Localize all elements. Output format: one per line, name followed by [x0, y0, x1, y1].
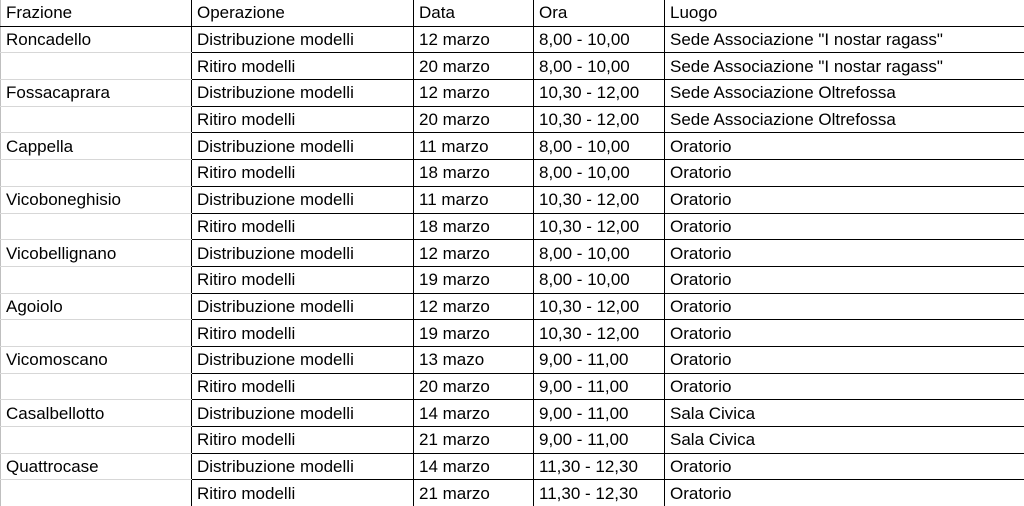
cell-operazione[interactable]: Distribuzione modelli	[192, 400, 414, 427]
cell-frazione[interactable]: Quattrocase	[1, 453, 192, 480]
cell-ora[interactable]: 9,00 - 11,00	[534, 373, 665, 400]
table-row	[1, 453, 1024, 480]
cell-operazione[interactable]: Distribuzione modelli	[192, 133, 414, 160]
cell-luogo[interactable]: Oratorio	[665, 186, 1024, 213]
cell-operazione[interactable]: Ritiro modelli	[192, 373, 414, 400]
table-row	[1, 213, 1024, 240]
cell-data[interactable]: 21 marzo	[414, 427, 534, 454]
cell-frazione[interactable]	[1, 427, 192, 454]
cell-data[interactable]: 20 marzo	[414, 373, 534, 400]
cell-frazione[interactable]	[1, 266, 192, 293]
cell-data[interactable]: 13 mazo	[414, 346, 534, 373]
cell-luogo[interactable]: Sede Associazione Oltrefossa	[665, 106, 1024, 133]
cell-ora[interactable]: 11,30 - 12,30	[534, 480, 665, 506]
cell-luogo[interactable]: Sala Civica	[665, 400, 1024, 427]
table-row	[1, 480, 1024, 506]
cell-luogo[interactable]: Oratorio	[665, 320, 1024, 347]
table-row	[1, 427, 1024, 454]
header-cell-operazione[interactable]: Operazione	[192, 0, 414, 26]
cell-data[interactable]: 19 marzo	[414, 320, 534, 347]
table-row	[1, 293, 1024, 320]
header-cell-luogo[interactable]: Luogo	[665, 0, 1024, 26]
cell-ora[interactable]: 11,30 - 12,30	[534, 453, 665, 480]
cell-luogo[interactable]: Oratorio	[665, 213, 1024, 240]
cell-frazione[interactable]: Fossacaprara	[1, 80, 192, 107]
cell-frazione[interactable]: Vicoboneghisio	[1, 186, 192, 213]
cell-ora[interactable]: 10,30 - 12,00	[534, 293, 665, 320]
cell-ora[interactable]: 9,00 - 11,00	[534, 427, 665, 454]
cell-luogo[interactable]: Oratorio	[665, 346, 1024, 373]
cell-luogo[interactable]: Oratorio	[665, 160, 1024, 187]
cell-frazione[interactable]	[1, 480, 192, 506]
cell-luogo[interactable]: Oratorio	[665, 480, 1024, 506]
cell-ora[interactable]: 8,00 - 10,00	[534, 26, 665, 53]
cell-frazione[interactable]	[1, 53, 192, 80]
table-row	[1, 320, 1024, 347]
table-row	[1, 240, 1024, 267]
cell-luogo[interactable]: Sala Civica	[665, 427, 1024, 454]
cell-data[interactable]: 18 marzo	[414, 160, 534, 187]
cell-ora[interactable]: 10,30 - 12,00	[534, 320, 665, 347]
cell-data[interactable]: 14 marzo	[414, 400, 534, 427]
table-row	[1, 373, 1024, 400]
cell-data[interactable]: 20 marzo	[414, 106, 534, 133]
cell-ora[interactable]: 10,30 - 12,00	[534, 106, 665, 133]
cell-ora[interactable]: 8,00 - 10,00	[534, 160, 665, 187]
table-body	[1, 0, 1024, 506]
cell-data[interactable]: 12 marzo	[414, 293, 534, 320]
cell-frazione[interactable]	[1, 320, 192, 347]
cell-ora[interactable]: 8,00 - 10,00	[534, 53, 665, 80]
cell-operazione[interactable]: Ritiro modelli	[192, 427, 414, 454]
cell-data[interactable]: 11 marzo	[414, 133, 534, 160]
cell-data[interactable]: 18 marzo	[414, 213, 534, 240]
header-row	[1, 0, 1024, 26]
cell-frazione[interactable]: Vicobellignano	[1, 240, 192, 267]
cell-data[interactable]: 12 marzo	[414, 26, 534, 53]
cell-data[interactable]: 11 marzo	[414, 186, 534, 213]
cell-operazione[interactable]: Distribuzione modelli	[192, 186, 414, 213]
cell-ora[interactable]: 9,00 - 11,00	[534, 400, 665, 427]
cell-frazione[interactable]: Vicomoscano	[1, 346, 192, 373]
cell-data[interactable]: 20 marzo	[414, 53, 534, 80]
cell-operazione[interactable]: Distribuzione modelli	[192, 26, 414, 53]
cell-frazione[interactable]	[1, 106, 192, 133]
header-cell-ora[interactable]: Ora	[534, 0, 665, 26]
cell-operazione[interactable]: Ritiro modelli	[192, 320, 414, 347]
cell-luogo[interactable]: Sede Associazione "I nostar ragass"	[665, 26, 1024, 53]
cell-luogo[interactable]: Oratorio	[665, 293, 1024, 320]
cell-luogo[interactable]: Sede Associazione "I nostar ragass"	[665, 53, 1024, 80]
cell-luogo[interactable]: Oratorio	[665, 453, 1024, 480]
cell-operazione[interactable]: Ritiro modelli	[192, 106, 414, 133]
cell-frazione[interactable]: Cappella	[1, 133, 192, 160]
cell-ora[interactable]: 10,30 - 12,00	[534, 213, 665, 240]
cell-luogo[interactable]: Sede Associazione Oltrefossa	[665, 80, 1024, 107]
table-row	[1, 400, 1024, 427]
cell-frazione[interactable]	[1, 213, 192, 240]
cell-operazione[interactable]: Distribuzione modelli	[192, 80, 414, 107]
table-row	[1, 133, 1024, 160]
cell-data[interactable]: 19 marzo	[414, 266, 534, 293]
cell-frazione[interactable]	[1, 373, 192, 400]
cell-ora[interactable]: 9,00 - 11,00	[534, 346, 665, 373]
table-row	[1, 160, 1024, 187]
cell-ora[interactable]: 10,30 - 12,00	[534, 186, 665, 213]
cell-luogo[interactable]: Oratorio	[665, 133, 1024, 160]
cell-data[interactable]: 12 marzo	[414, 80, 534, 107]
cell-frazione[interactable]	[1, 160, 192, 187]
cell-frazione[interactable]: Agoiolo	[1, 293, 192, 320]
cell-ora[interactable]: 8,00 - 10,00	[534, 266, 665, 293]
table-row	[1, 106, 1024, 133]
cell-operazione[interactable]: Distribuzione modelli	[192, 293, 414, 320]
cell-operazione[interactable]: Ritiro modelli	[192, 213, 414, 240]
header-cell-frazione[interactable]: Frazione	[1, 0, 192, 26]
cell-ora[interactable]: 10,30 - 12,00	[534, 80, 665, 107]
table-row	[1, 266, 1024, 293]
cell-operazione[interactable]: Distribuzione modelli	[192, 346, 414, 373]
table-row	[1, 53, 1024, 80]
table-row	[1, 26, 1024, 53]
table-row	[1, 186, 1024, 213]
cell-data[interactable]: 12 marzo	[414, 240, 534, 267]
cell-data[interactable]: 21 marzo	[414, 480, 534, 506]
cell-operazione[interactable]: Ritiro modelli	[192, 266, 414, 293]
cell-operazione[interactable]: Ritiro modelli	[192, 53, 414, 80]
cell-operazione[interactable]: Ritiro modelli	[192, 480, 414, 506]
cell-luogo[interactable]: Oratorio	[665, 373, 1024, 400]
cell-ora[interactable]: 8,00 - 10,00	[534, 133, 665, 160]
table-row	[1, 346, 1024, 373]
cell-operazione[interactable]: Distribuzione modelli	[192, 453, 414, 480]
cell-operazione[interactable]: Ritiro modelli	[192, 160, 414, 187]
cell-ora[interactable]: 8,00 - 10,00	[534, 240, 665, 267]
cell-luogo[interactable]: Oratorio	[665, 240, 1024, 267]
cell-frazione[interactable]: Casalbellotto	[1, 400, 192, 427]
cell-frazione[interactable]: Roncadello	[1, 26, 192, 53]
table-row	[1, 80, 1024, 107]
cell-operazione[interactable]: Distribuzione modelli	[192, 240, 414, 267]
cell-luogo[interactable]: Oratorio	[665, 266, 1024, 293]
header-cell-data[interactable]: Data	[414, 0, 534, 26]
cell-data[interactable]: 14 marzo	[414, 453, 534, 480]
